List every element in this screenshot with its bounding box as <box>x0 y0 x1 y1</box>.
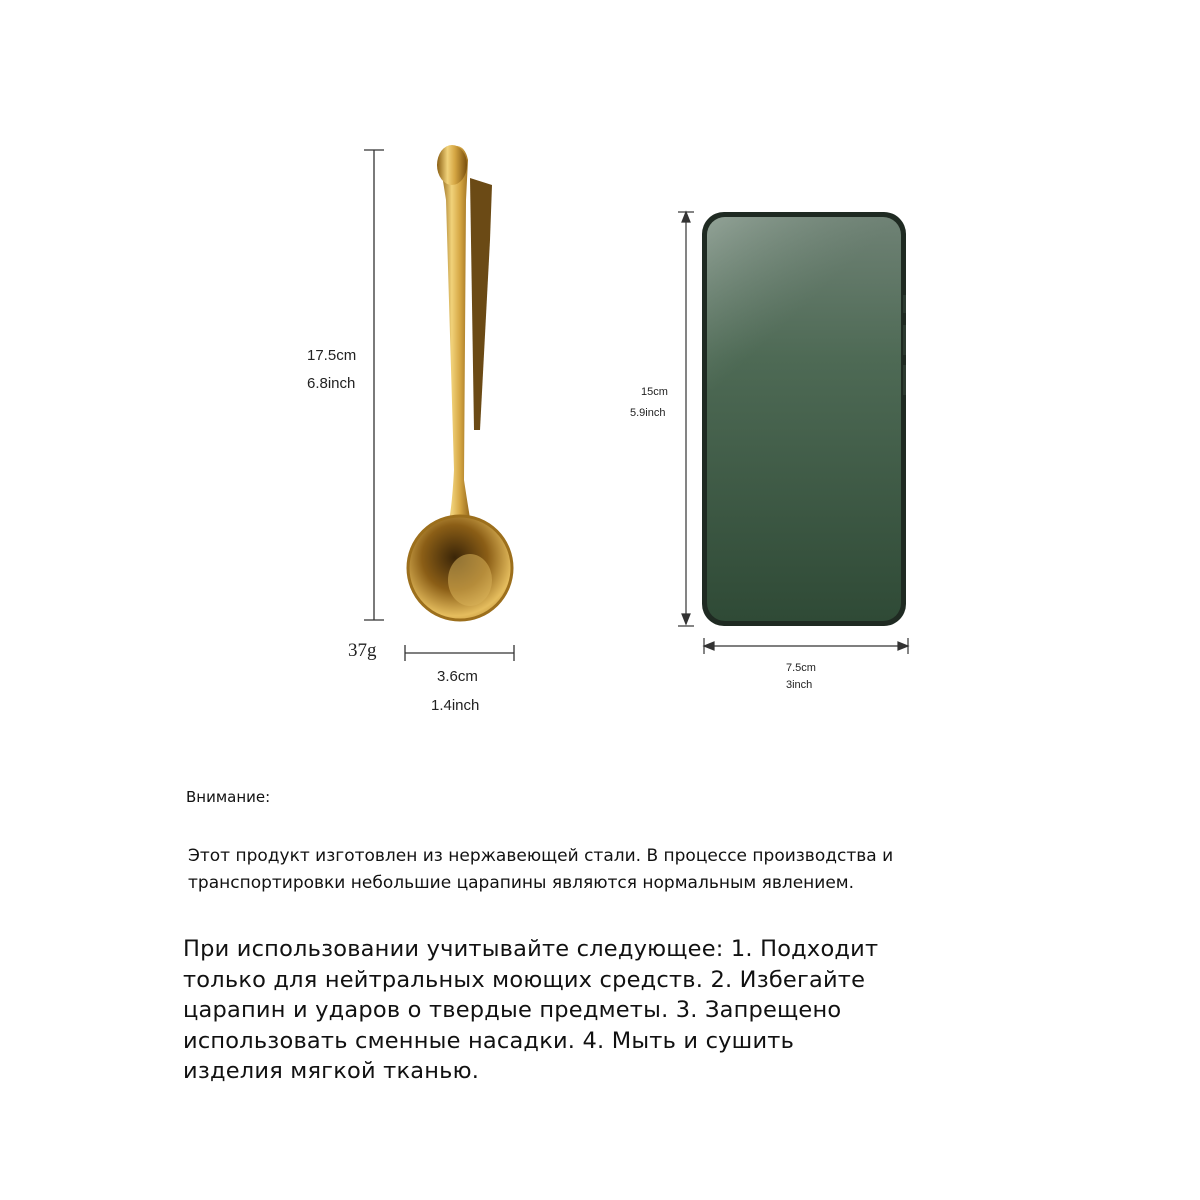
phone-width-dimension <box>704 638 908 654</box>
spoon-height-dimension <box>364 150 384 620</box>
spoon-length-cm-label: 17.5cm <box>307 347 357 364</box>
phone-image <box>702 212 906 626</box>
phone-width-inch-label: 3inch <box>786 679 813 691</box>
spoon-width-inch-label: 1.4inch <box>431 697 480 714</box>
spoon-width-dimension <box>405 645 514 661</box>
notice-title: Внимание: <box>186 788 271 806</box>
spoon-width-cm-label: 3.6cm <box>437 668 478 685</box>
phone-height-dimension <box>678 212 694 626</box>
coffee-spoon-image <box>408 145 512 620</box>
phone-width-cm-label: 7.5cm <box>786 662 816 674</box>
care-instructions-text: При использовании учитывайте следующее: 1. Подходит только для нейтральных моющих средств. 2. Избегайте царапин и ударов о твердые предметы. 3. Запрещено использовать сменные насадки. 4. Мыть и сушить изделия мягкой тканью. <box>183 936 879 1084</box>
spoon-length-inch-label: 6.8inch <box>307 375 356 392</box>
notice-text: Этот продукт изготовлен из нержавеющей стали. В процессе производства и транспортировки небольшие царапины являются нормальным явлением. <box>188 846 894 893</box>
phone-height-inch-label: 5.9inch <box>630 407 666 419</box>
spoon-weight-label: 37g <box>348 640 377 661</box>
phone-height-cm-label: 15cm <box>641 386 668 398</box>
